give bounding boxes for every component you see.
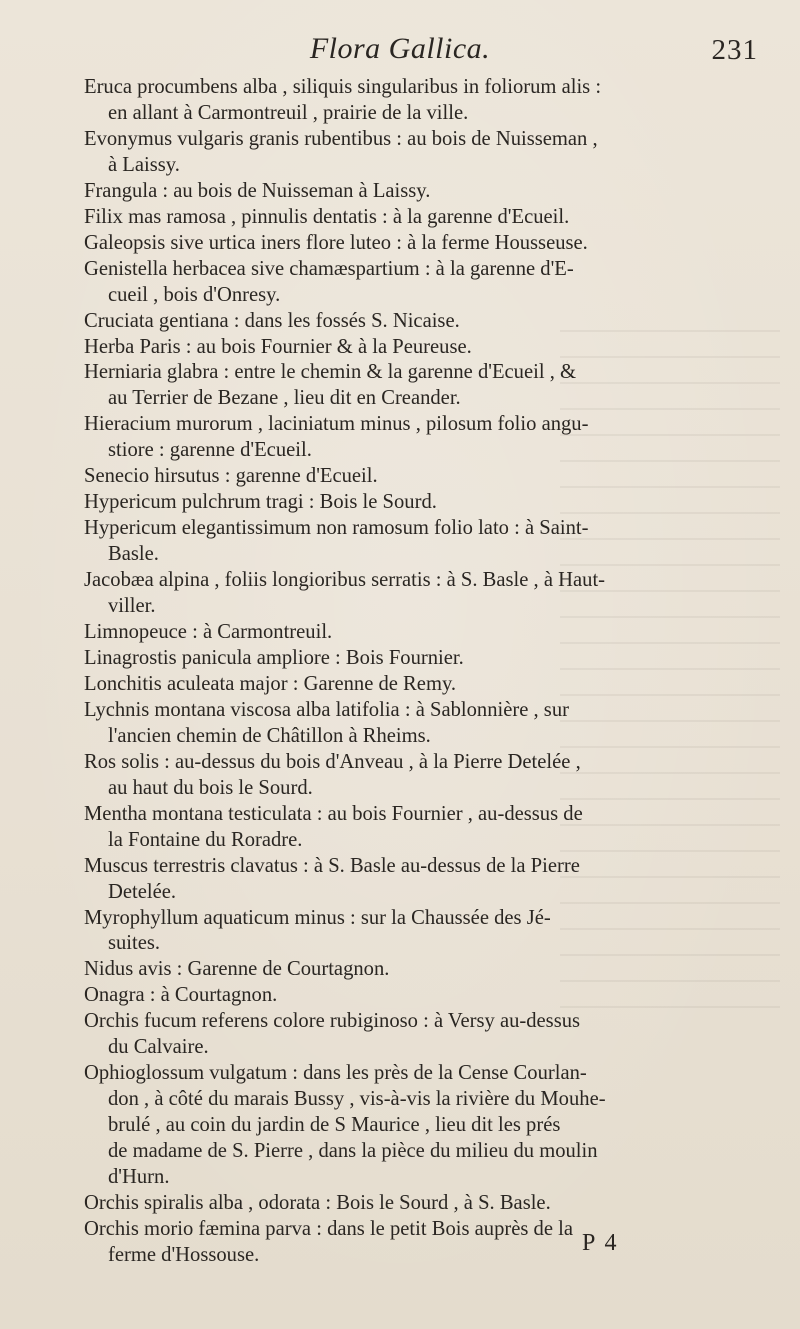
entry-first-line: Eruca procumbens alba , siliquis singularibus in foliorum alis :	[84, 76, 602, 98]
entry-first-line: Lonchitis aculeata major : Garenne de Remy.	[84, 672, 457, 695]
list-item	[58, 205, 720, 231]
page-header	[0, 30, 800, 74]
entry-first-line: Herba Paris : au bois Fournier & à la Peureuse.	[84, 335, 472, 358]
list-item	[58, 257, 720, 309]
list-item	[58, 127, 720, 179]
list-item	[58, 309, 720, 335]
entry-first-line: Galeopsis sive urtica iners flore luteo : à la ferme Housseuse.	[84, 231, 588, 254]
entry-continuation-line: en allant à Carmontreuil , prairie de la ville.	[108, 101, 469, 124]
entry-first-line: Senecio hirsutus : garenne d'Ecueil.	[84, 465, 378, 488]
entry-first-line: Lychnis montana viscosa alba latifolia : à Sablonnière , sur	[84, 698, 569, 721]
entry-first-line: Muscus terrestris clavatus : à S. Basle au-dessus de la Pierre	[84, 854, 580, 877]
entry-first-line: Linagrostis panicula ampliore : Bois Fournier.	[84, 646, 464, 669]
entry-first-line: Nidus avis : Garenne de Courtagnon.	[84, 958, 390, 981]
list-item	[58, 698, 720, 750]
list-item	[58, 672, 720, 698]
entry-continuation-line: l'ancien chemin de Châtillon à Rheims.	[108, 724, 431, 747]
entry-list	[58, 75, 720, 1269]
list-item	[58, 335, 720, 361]
entry-continuation-line: d'Hurn.	[108, 1166, 170, 1189]
entry-first-line: Evonymus vulgaris granis rubentibus : au bois de Nuisseman ,	[84, 127, 598, 150]
entry-continuation-line: brulé , au coin du jardin de S Maurice , lieu dit les prés	[108, 1114, 561, 1137]
entry-first-line: Onagra : à Courtagnon.	[84, 984, 278, 1007]
entry-first-line: Herniaria glabra : entre le chemin & la garenne d'Ecueil , &	[84, 361, 577, 384]
list-item	[58, 464, 720, 490]
entry-continuation-line: de madame de S. Pierre , dans la pièce du milieu du moulin	[108, 1140, 598, 1163]
list-item	[58, 516, 720, 568]
list-item	[58, 360, 720, 412]
list-item	[58, 179, 720, 205]
list-item	[58, 983, 720, 1009]
entry-continuation-line: au Terrier de Bezane , lieu dit en Creander.	[108, 387, 461, 410]
page-number: 231	[711, 34, 758, 66]
list-item	[58, 490, 720, 516]
entry-continuation-line: don , à côté du marais Bussy , vis-à-vis la rivière du Mouhe-	[108, 1088, 606, 1111]
list-item	[58, 1191, 720, 1217]
entry-first-line: Frangula : au bois de Nuisseman à Laissy.	[84, 179, 431, 202]
entry-first-line: Cruciata gentiana : dans les fossés S. Nicaise.	[84, 309, 460, 332]
entry-first-line: Orchis morio fæmina parva : dans le petit Bois auprès de la	[84, 1217, 573, 1240]
list-item	[58, 906, 720, 958]
entry-first-line: Mentha montana testiculata : au bois Fournier , au-dessus de	[84, 802, 583, 825]
entry-first-line: Jacobæa alpina , foliis longioribus serratis : à S. Basle , à Haut-	[84, 569, 606, 592]
entry-first-line: Ophioglossum vulgatum : dans les près de la Cense Courlan-	[84, 1062, 587, 1085]
entry-first-line: Orchis fucum referens colore rubiginoso : à Versy au-dessus	[84, 1010, 581, 1033]
entry-continuation-line: viller.	[108, 595, 156, 618]
entry-continuation-line: suites.	[108, 932, 161, 955]
running-title: Flora Gallica.	[309, 32, 491, 65]
entry-first-line: Hieracium murorum , laciniatum minus , pilosum folio angu-	[84, 413, 589, 436]
entry-first-line: Hypericum pulchrum tragi : Bois le Sourd.	[84, 491, 437, 514]
signature-mark: P 4	[582, 1230, 619, 1256]
list-item	[58, 854, 720, 906]
list-item	[58, 75, 720, 127]
entry-continuation-line: à Laissy.	[108, 153, 180, 176]
entry-continuation-line: Basle.	[108, 543, 159, 566]
list-item	[58, 620, 720, 646]
entry-continuation-line: au haut du bois le Sourd.	[108, 776, 313, 799]
entry-first-line: Filix mas ramosa , pinnulis dentatis : à la garenne d'Ecueil.	[84, 205, 570, 228]
entry-first-line: Hypericum elegantissimum non ramosum folio lato : à Saint-	[84, 517, 589, 540]
entry-first-line: Orchis spiralis alba , odorata : Bois le Sourd , à S. Basle.	[84, 1191, 551, 1214]
list-item	[58, 750, 720, 802]
list-item	[58, 1009, 720, 1061]
entry-continuation-line: stiore : garenne d'Ecueil.	[108, 439, 312, 462]
list-item	[58, 412, 720, 464]
list-item	[58, 1061, 720, 1191]
list-item	[58, 802, 720, 854]
entry-continuation-line: Detelée.	[108, 880, 177, 903]
entry-first-line: Myrophyllum aquaticum minus : sur la Chaussée des Jé-	[84, 906, 551, 929]
list-item	[58, 231, 720, 257]
list-item	[58, 568, 720, 620]
entry-continuation-line: cueil , bois d'Onresy.	[108, 283, 281, 306]
list-item	[58, 646, 720, 672]
entry-first-line: Genistella herbacea sive chamæspartium : à la garenne d'E-	[84, 257, 574, 280]
list-item	[58, 1217, 720, 1269]
entry-continuation-line: ferme d'Hossouse.	[108, 1243, 260, 1266]
list-item	[58, 957, 720, 983]
entry-continuation-line: du Calvaire.	[108, 1036, 209, 1059]
entry-first-line: Limnopeuce : à Carmontreuil.	[84, 621, 333, 644]
entry-continuation-line: la Fontaine du Roradre.	[108, 828, 303, 851]
entry-first-line: Ros solis : au-dessus du bois d'Anveau , à la Pierre Detelée ,	[84, 750, 581, 773]
